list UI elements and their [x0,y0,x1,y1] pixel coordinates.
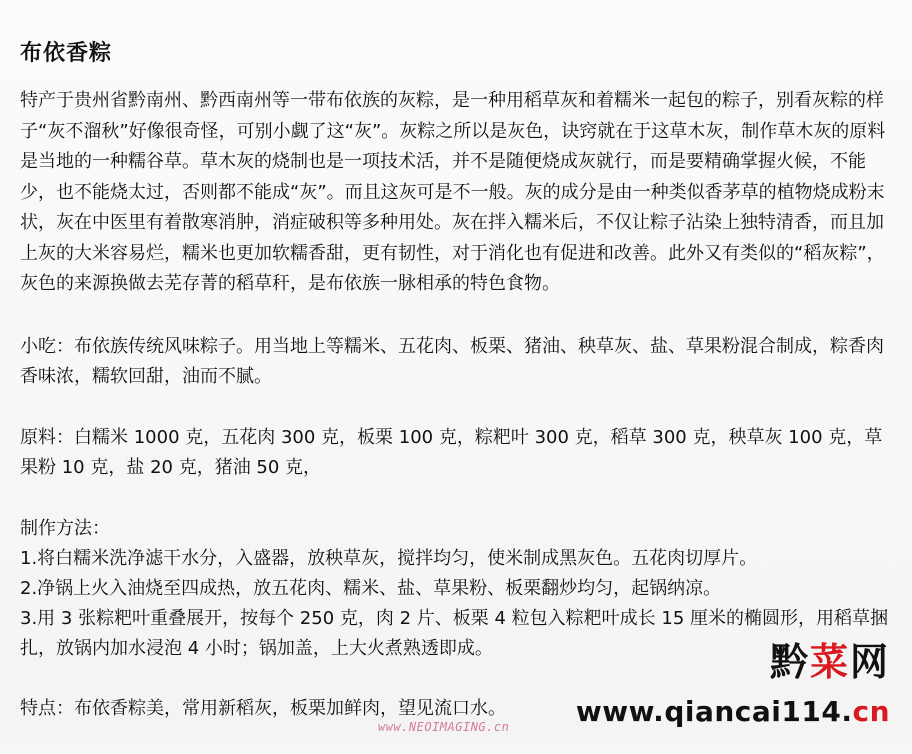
brand-url-main: www.qiancai114. [575,695,853,728]
method-section [20,514,900,664]
snack-paragraph: 小吃：布依族传统风味粽子。用当地上等糯米、五花肉、板栗、猪油、秧草灰、盐、草果粉混合制成，粽香肉香味浓，糯软回甜，油而不腻。 [20,335,884,387]
method-step: 3.用 3 张粽粑叶重叠展开，按每个 250 克，肉 2 片、板栗 4 粒包入粽粑叶成长 15 厘米的椭圆形，用稻草捆扎，放锅内加水浸泡 4 小时；锅加盖，上大火煮熟透即成。 [20,607,889,659]
ingredients-paragraph: 原料：白糯米 1000 克，五花肉 300 克，板栗 100 克，粽粑叶 300 克，稻草 300 克，秧草灰 100 克，草果粉 10 克，盐 20 克，猪油 50 克， [20,426,883,478]
method-step: 2.净锅上火入油烧至四成热，放五花肉、糯米、盐、草果粉、板栗翻炒均匀，起锅纳凉。 [20,577,722,599]
document-title: 布依香粽 [20,41,113,66]
brand-char: 菜 [809,640,850,684]
brand-url-tld: cn [852,695,890,728]
brand-logo [770,631,890,686]
method-heading: 制作方法： [20,517,110,539]
intro-paragraph: 特产于贵州省黔南州、黔西南州等一带布依族的灰粽，是一种用稻草灰和着糯米一起包的粽子，别看灰粽的样子“灰不溜秋”好像很奇怪，可别小觑了这“灰”。灰粽之所以是灰色，诀窍就在于这草木灰，制作草木灰的原料是当地的一种糯谷草。草木灰的烧制也是一项技术活，并不是随便烧成灰就行，而是要精确掌握火候，不能少，也不能烧太过，否则都不能成“灰”。而且这灰可是不一般。灰的成分是由一种类似香茅草的植物烧成粉末状，灰在中医里有着散寒消肿，消症破积等多种用处。灰在拌入糯米后，不仅让粽子沾染上独特清香，而且加上灰的大米容易烂，糯米也更加软糯香甜，更有韧性，对于消化也有促进和改善。此外又有类似的“稻灰粽”，灰色的来源换做去芜存菁的稻草秆，是布依族一脉相承的特色食物。 [20,90,886,294]
document-content [20,36,900,754]
brand-url [576,695,890,728]
brand-char: 网 [849,640,890,684]
brand-char: 黔 [769,640,810,684]
neoimaging-watermark: www.NEOIMAGING.cn [378,720,510,734]
method-step: 1.将白糯米洗净滤干水分，入盛器，放秧草灰，搅拌均匀，使米制成黑灰色。五花肉切厚片。 [20,547,758,569]
feature-paragraph: 特点：布依香粽美，常用新稻灰，板栗加鲜肉，望见流口水。 [20,697,506,719]
